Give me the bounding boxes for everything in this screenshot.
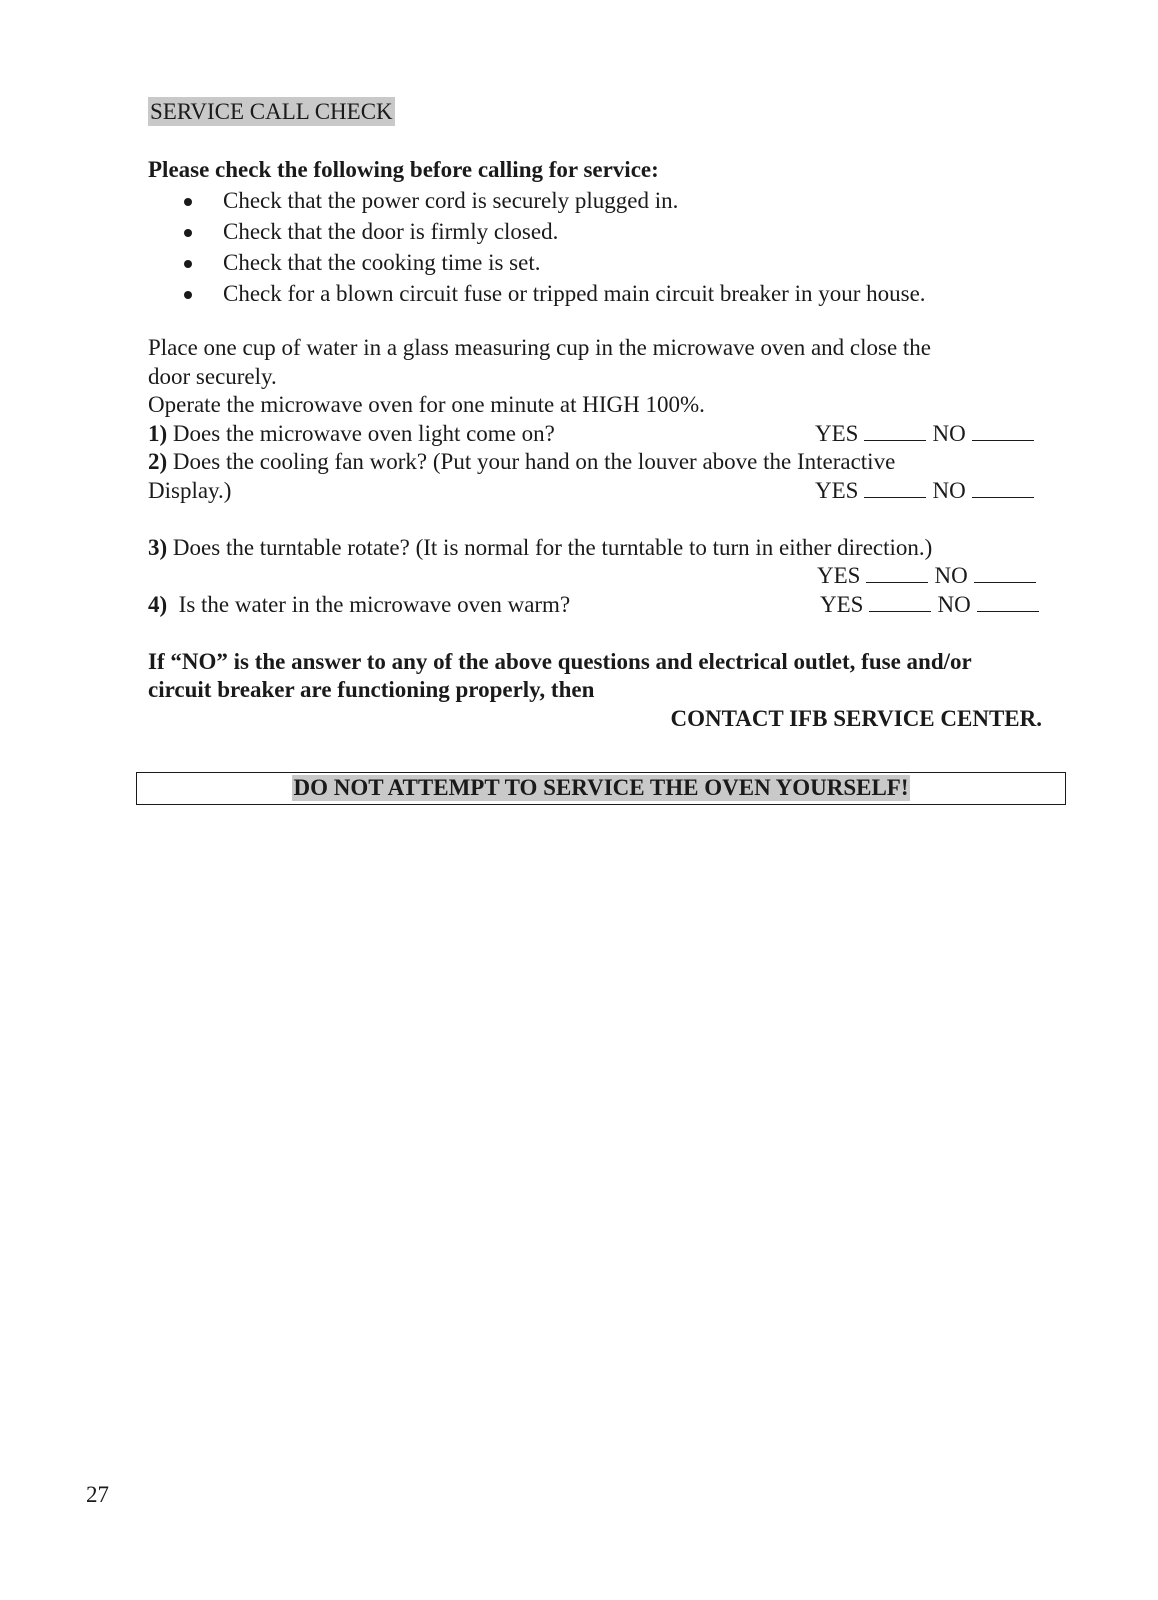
question-text: Does the turntable rotate? (It is normal for the turntable to turn in either direction.) [172,535,933,560]
section-heading: SERVICE CALL CHECK [150,99,393,124]
question-number: 2) [148,449,168,474]
yes-blank[interactable] [864,479,926,498]
contact-service-center: CONTACT IFB SERVICE CENTER. [670,706,1042,731]
procedure-line-2: door securely. [148,364,277,389]
no-label: NO [934,563,968,588]
yes-blank[interactable] [864,422,926,441]
page-number: 27 [86,1482,109,1507]
procedure-line-1: Place one cup of water in a glass measuring cup in the microwave oven and close the [148,335,932,360]
yes-label: YES [815,421,859,446]
checklist-item: Check that the power cord is securely plugged in. [148,186,926,217]
checklist-item: Check for a blown circuit fuse or tripped main circuit breaker in your house. [148,279,926,310]
warning-text: DO NOT ATTEMPT TO SERVICE THE OVEN YOURSELF! [293,775,909,800]
yes-blank[interactable] [869,593,931,612]
no-label: NO [932,478,966,503]
question-number: 1) [148,421,168,446]
answer-row-4 [820,590,1039,619]
yes-label: YES [817,563,861,588]
conclusion-line-1: If “NO” is the answer to any of the above questions and electrical outlet, fuse and/or [148,649,972,674]
checklist-item: Check that the door is firmly closed. [148,217,926,248]
checklist [148,186,926,310]
no-blank[interactable] [972,422,1034,441]
question-text: Does the microwave oven light come on? [172,421,555,446]
bullet-icon [184,198,192,206]
procedure-line-3: Operate the microwave oven for one minute at HIGH 100%. [148,392,705,417]
question-number: 4) [148,592,168,617]
conclusion-line-2: circuit breaker are functioning properly, then [148,677,595,702]
question-2 [148,447,895,476]
yes-label: YES [815,478,859,503]
bullet-icon [184,260,192,268]
answer-row-3 [817,561,1036,590]
question-text: Is the water in the microwave oven warm? [178,592,571,617]
question-3 [148,533,932,562]
yes-label: YES [820,592,864,617]
answer-row-1 [815,419,1034,448]
question-text: Does the cooling fan work? (Put your hand on the louver above the Interactive [172,449,896,474]
question-2-continued: Display.) [148,478,232,503]
no-label: NO [932,421,966,446]
intro-text: Please check the following before calling for service: [148,157,659,182]
bullet-icon [184,291,192,299]
no-blank[interactable] [972,479,1034,498]
warning-box [136,772,1066,805]
bullet-icon [184,229,192,237]
checklist-item: Check that the cooking time is set. [148,248,926,279]
yes-blank[interactable] [866,564,928,583]
no-blank[interactable] [977,593,1039,612]
answer-row-2 [815,476,1034,505]
question-number: 3) [148,535,168,560]
question-1 [148,419,555,448]
question-4 [148,590,570,619]
no-label: NO [937,592,971,617]
no-blank[interactable] [974,564,1036,583]
